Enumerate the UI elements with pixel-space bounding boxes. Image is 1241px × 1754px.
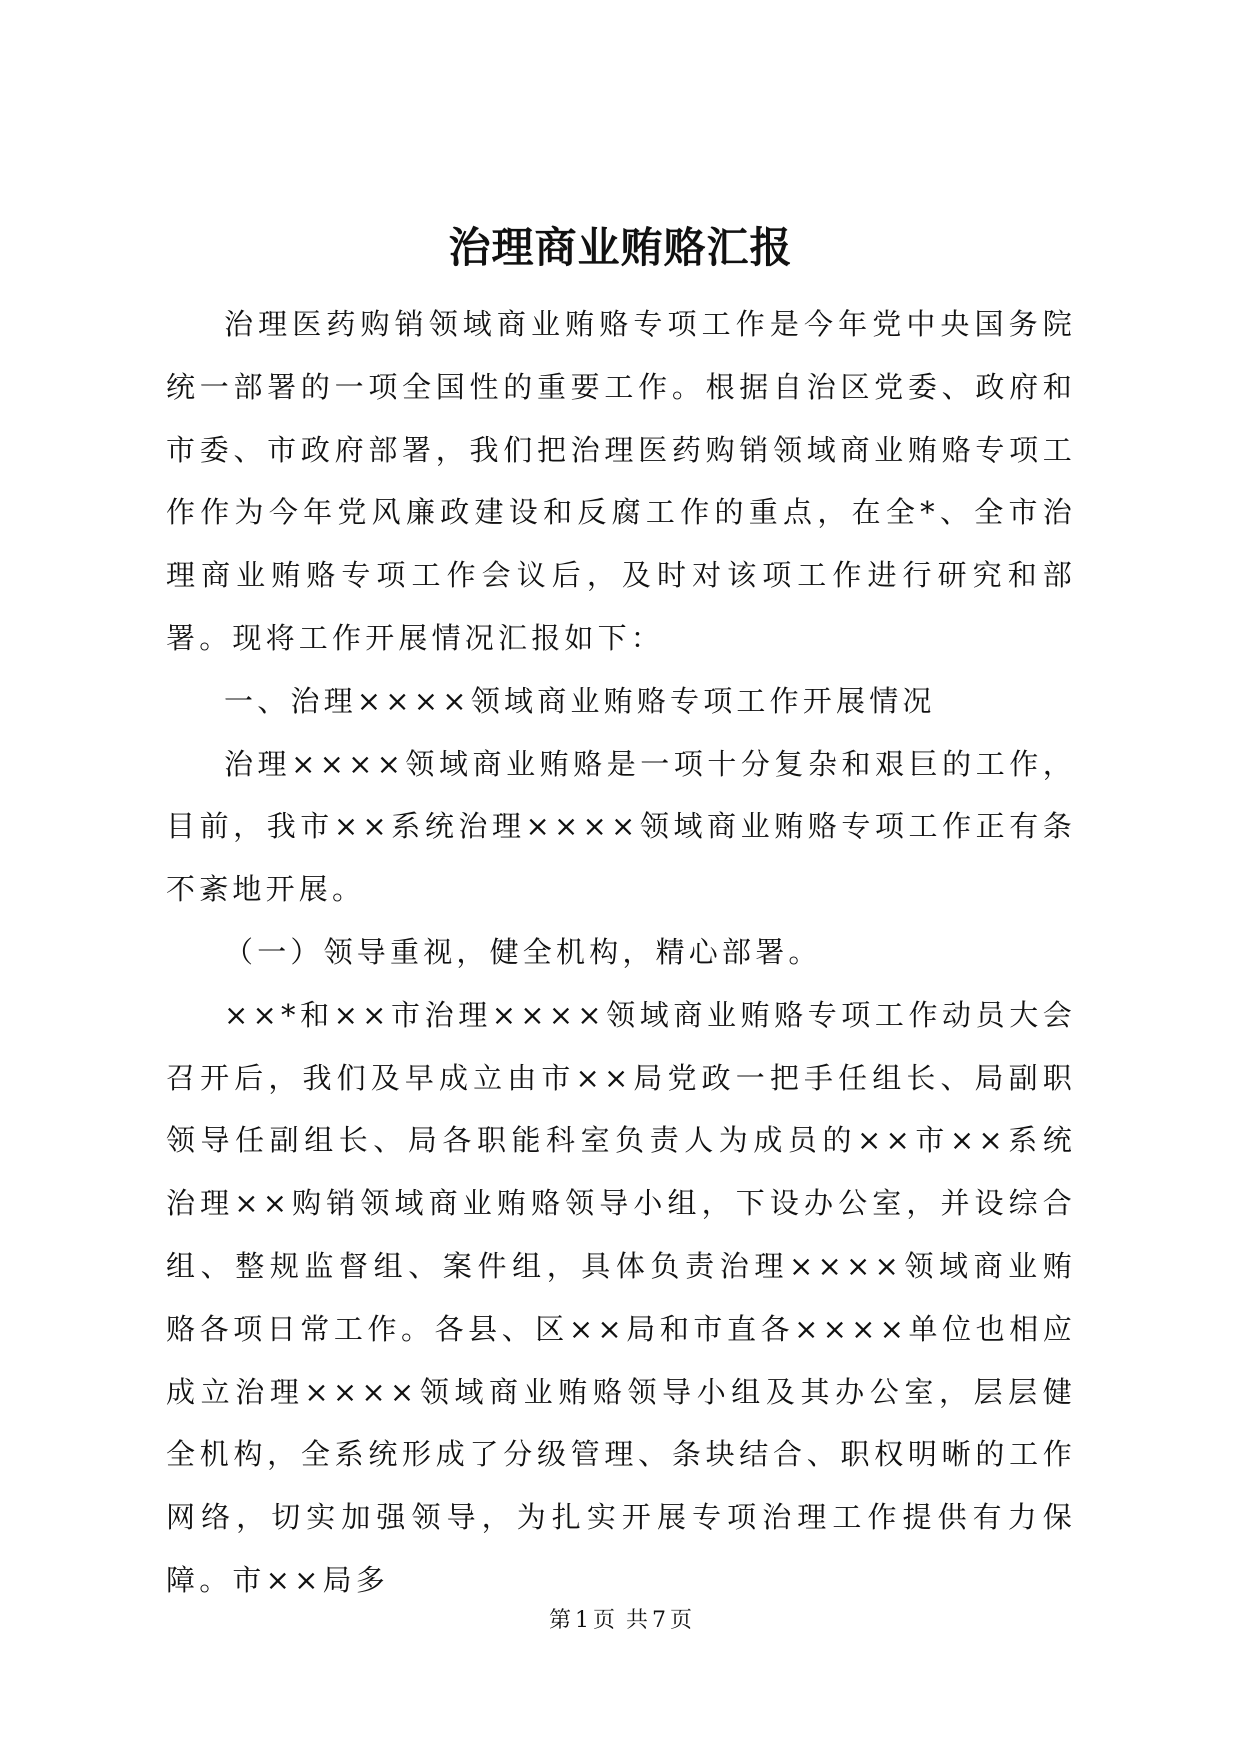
- total-unit: 页: [670, 1608, 693, 1633]
- total-pages: 7: [652, 1608, 667, 1633]
- paragraph-overview: 治理××××领域商业贿赂是一项十分复杂和艰巨的工作，目前，我市××系统治理××××领域商业贿赂专项工作正有条不紊地开展。: [166, 746, 1076, 907]
- paragraph-intro: 治理医药购销领域商业贿赂专项工作是今年党中央国务院统一部署的一项全国性的重要工作。根据自治区党委、政府和市委、市政府部署，我们把治理医药购销领域商业贿赂专项工作作为今年党风廉政建设和反腐工作的重点，在全*、全市治理商业贿赂专项工作会议后，及时对该项工作进行研究和部署。现将工作开展情况汇报如下：: [166, 307, 1076, 655]
- document-body: [166, 293, 1076, 1612]
- paragraph-details: ××*和××市治理××××领域商业贿赂专项工作动员大会召开后，我们及早成立由市××局党政一把手任组长、局副职领导任副组长、局各职能科室负责人为成员的××市××系统治理××购销领域商业贿赂领导小组，下设办公室，并设综合组、整规监督组、案件组，具体负责治理××××领域商业贿赂各项日常工作。各县、区××局和市直各××××单位也相应成立治理××××领域商业贿赂领导小组及其办公室，层层健全机构，全系统形成了分级管理、条块结合、职权明晰的工作网络，切实加强领导，为扎实开展专项治理工作提供有力保障。市××局多: [166, 997, 1076, 1597]
- section-heading-1: 一、治理××××领域商业贿赂专项工作开展情况: [224, 683, 936, 718]
- page-unit: 页: [592, 1608, 615, 1633]
- page-number: 1: [574, 1608, 589, 1633]
- document-title: 治理商业贿赂汇报: [448, 223, 793, 272]
- page-footer: [0, 1606, 1241, 1636]
- total-prefix: 共: [626, 1608, 649, 1633]
- subsection-heading-1: （一）领导重视，健全机构，精心部署。: [224, 934, 822, 969]
- page-prefix: 第: [548, 1608, 571, 1633]
